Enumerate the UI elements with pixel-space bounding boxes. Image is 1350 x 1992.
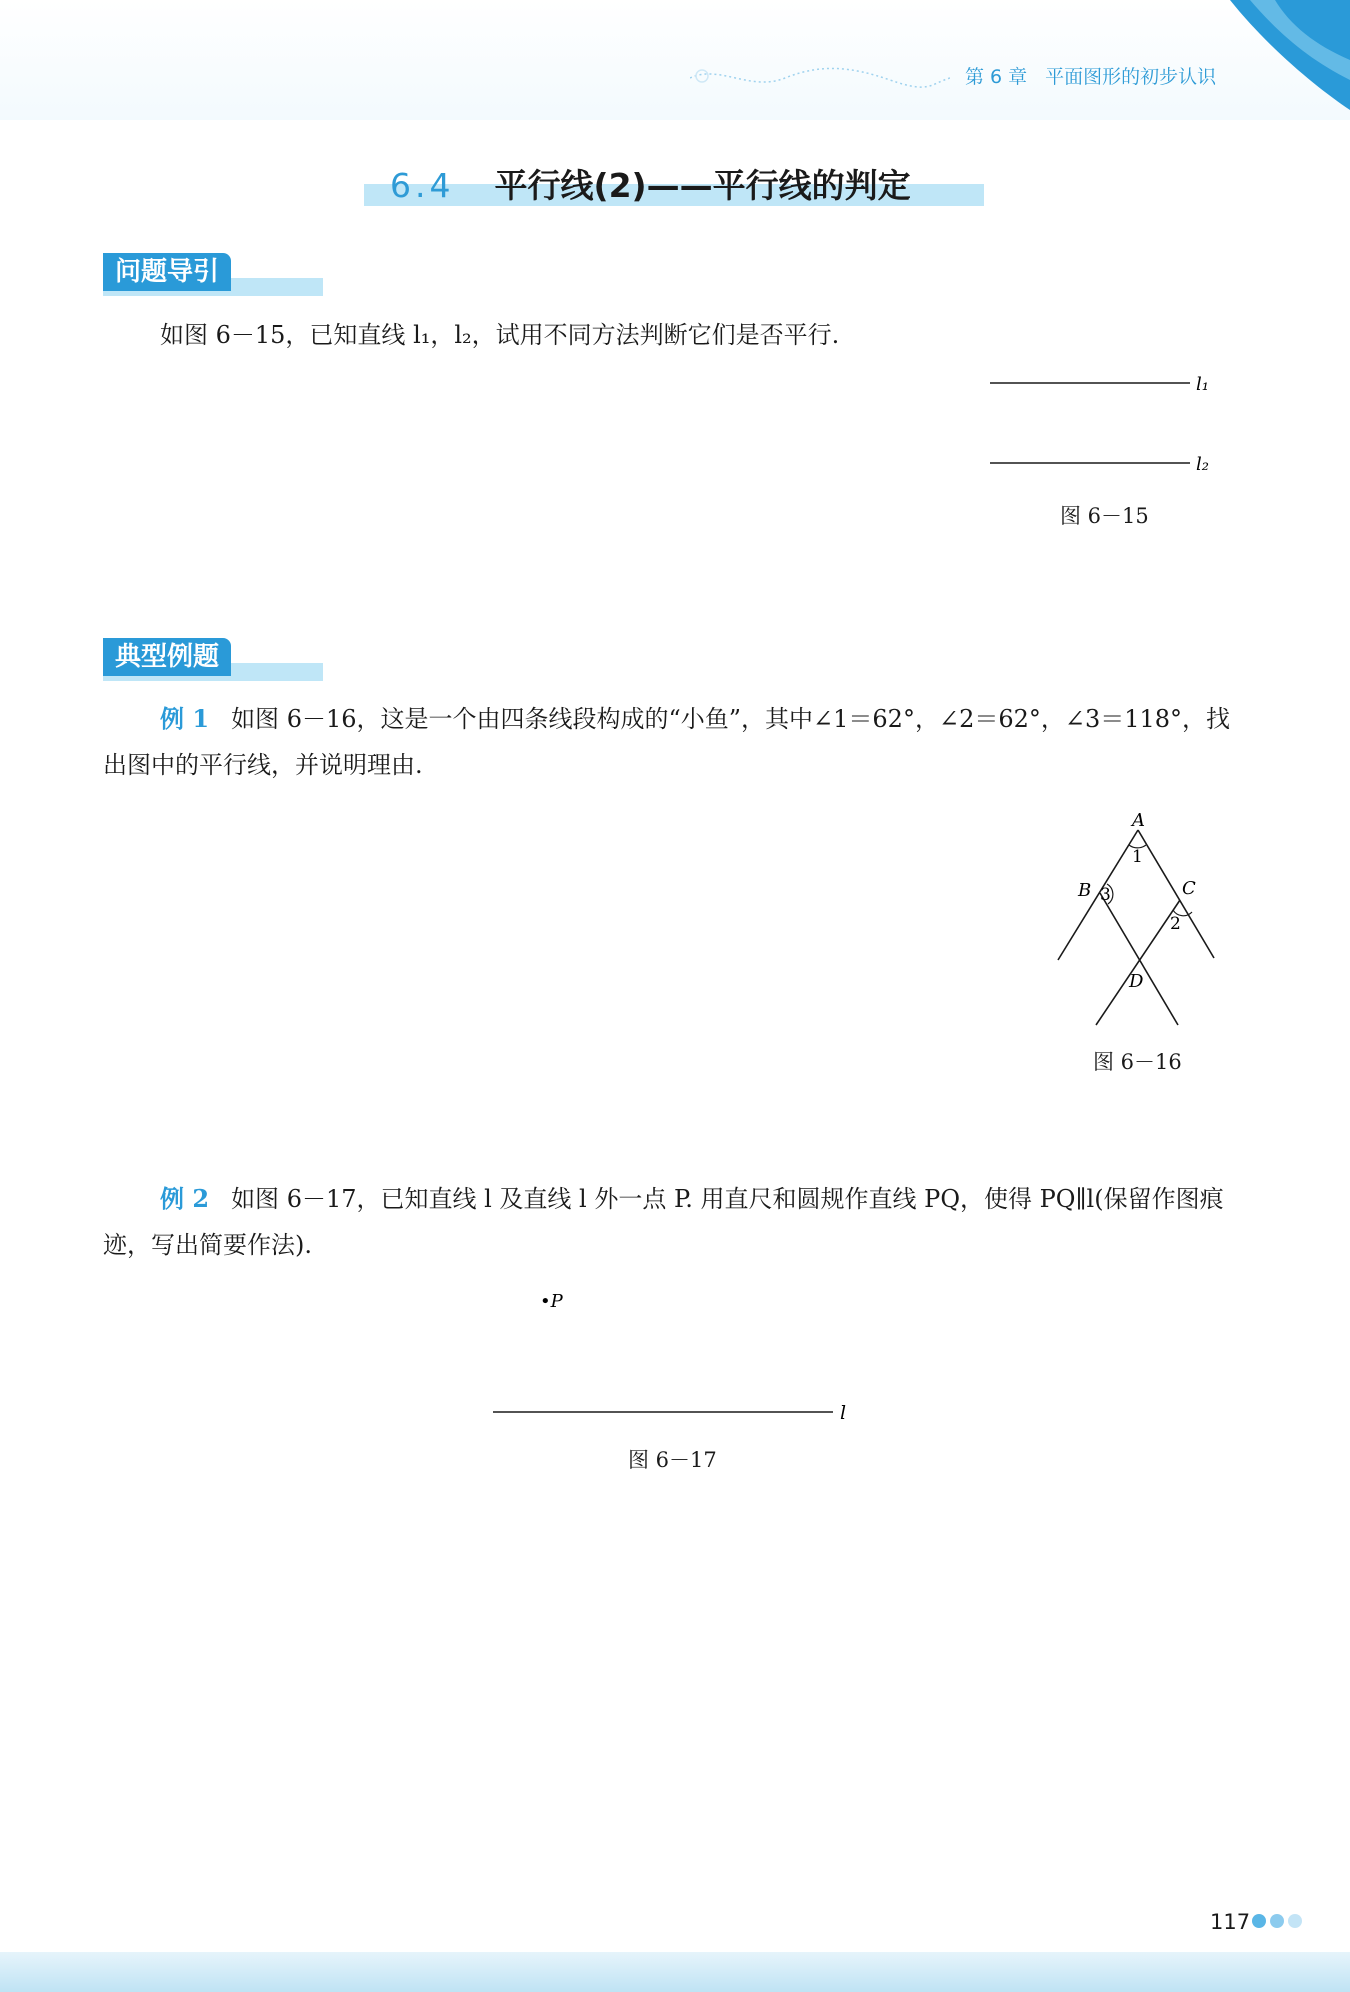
angle-3-label: 3 — [1100, 885, 1111, 905]
example-2-label: 例 2 — [160, 1184, 210, 1213]
footer-band — [0, 1952, 1350, 1992]
chapter-title: 平面图形的初步认识 — [1045, 66, 1217, 88]
page-dot-1 — [1252, 1914, 1266, 1928]
chapter-number: 第 6 章 — [965, 66, 1028, 88]
angle-1-label: 1 — [1132, 847, 1143, 867]
label-l2: l₂ — [1196, 454, 1209, 475]
page-dot-2 — [1270, 1914, 1284, 1928]
segment-bd — [1100, 893, 1178, 1025]
example-1-label: 例 1 — [160, 704, 210, 733]
figure-6-15 — [990, 368, 1230, 478]
example-2 — [103, 1176, 1243, 1268]
example-1 — [103, 696, 1243, 788]
chapter-label — [965, 62, 1216, 89]
section-title: 平行线(2)——平行线的判定 — [494, 166, 911, 205]
section-tag-examples: 典型例题 — [103, 638, 231, 676]
figure-6-16-caption: 图 6－16 — [1093, 1050, 1182, 1074]
label-l: l — [840, 1402, 847, 1424]
segment-ab — [1058, 830, 1138, 960]
figure-6-17-caption: 图 6－17 — [628, 1448, 717, 1472]
point-b: B — [1078, 880, 1092, 901]
page-dot-3 — [1288, 1914, 1302, 1928]
point-p: •P — [540, 1291, 563, 1312]
page-number: 117 — [1210, 1910, 1251, 1934]
figure-6-16 — [1040, 800, 1230, 1040]
header-wave-decoration — [690, 64, 950, 94]
point-a: A — [1132, 810, 1145, 831]
figure-6-17 — [480, 1285, 860, 1425]
section-tag-intro: 问题导引 — [103, 253, 231, 291]
figure-6-15-caption: 图 6－15 — [1060, 504, 1149, 528]
point-d: D — [1129, 971, 1144, 992]
page-title — [390, 160, 911, 207]
example-1-text: 如图 6－16，这是一个由四条线段构成的“小鱼”，其中∠1＝62°，∠2＝62°，∠3＝118°，找出图中的平行线，并说明理由. — [103, 705, 1231, 779]
point-c: C — [1182, 878, 1196, 899]
example-2-text: 如图 6－17，已知直线 l 及直线 l 外一点 P. 用直尺和圆规作直线 PQ，使得 PQ∥l(保留作图痕迹，写出简要作法). — [103, 1185, 1224, 1259]
label-l1: l₁ — [1196, 374, 1209, 395]
header-band — [0, 0, 1350, 120]
intro-text: 如图 6－15，已知直线 l₁，l₂，试用不同方法判断它们是否平行. — [160, 321, 840, 349]
segment-ac — [1138, 830, 1214, 958]
section-number: 6.4 — [390, 166, 455, 205]
corner-decoration — [1230, 0, 1350, 110]
angle-2-label: 2 — [1170, 914, 1181, 934]
